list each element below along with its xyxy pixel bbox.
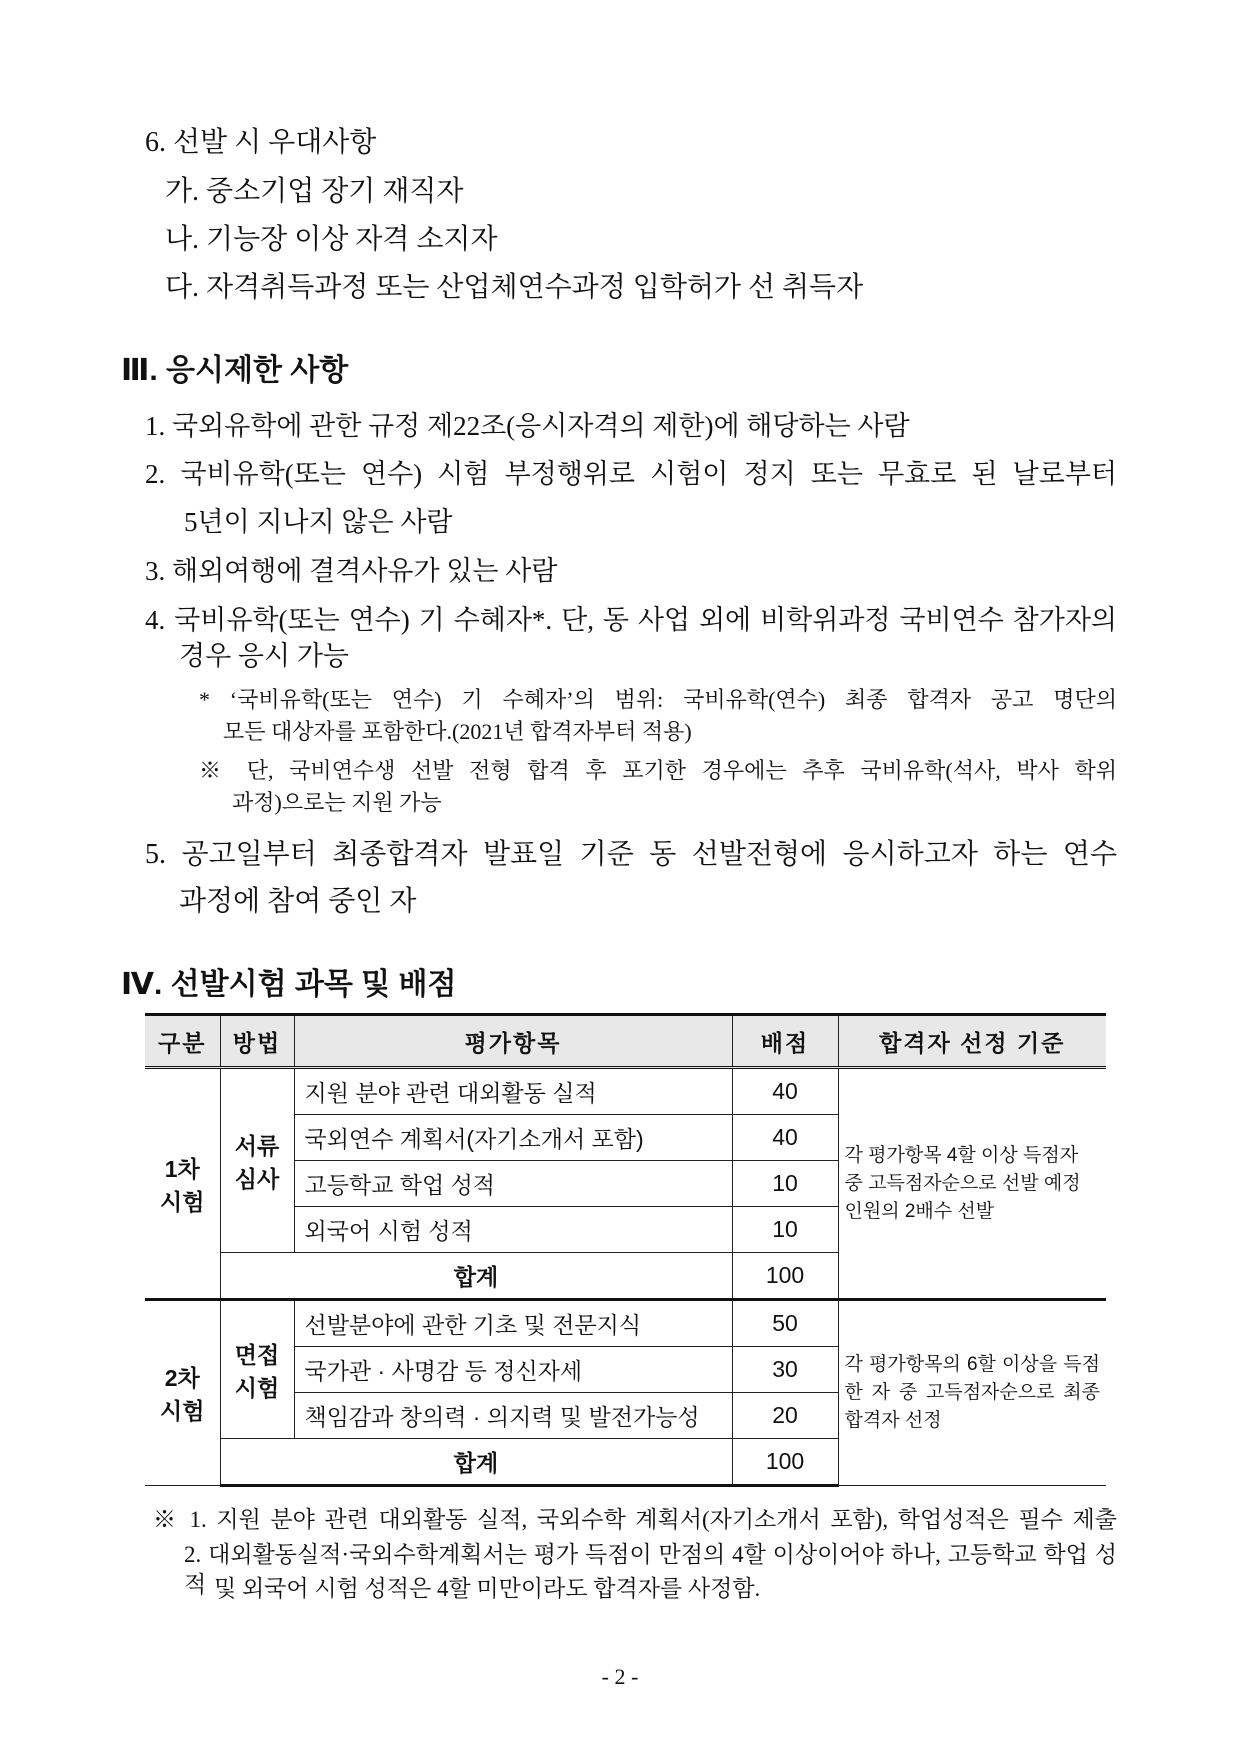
footnote-star: * ‘국비유학(또는 연수) 기 수혜자’의 범위: 국비유학(연수) 최종 합격자 공고 명단의 (199, 687, 1117, 712)
footnote-reference-cont: 과정)으로는 지원 가능 (232, 790, 442, 815)
table-note-cont: 및 외국어 시험 성적은 4할 미만이라도 합격자를 사정함. (214, 1576, 761, 1601)
section6-item: 나. 기능장 이상 자격 소지자 (165, 224, 498, 255)
restriction-item: 2. 국비유학(또는 연수) 시험 부정행위로 시험이 정지 또는 무효로 된 날로부터 (145, 459, 1117, 489)
restriction-item: 1. 국외유학에 관한 규정 제22조(응시자격의 제한)에 해당하는 사람 (145, 411, 910, 441)
table-row (145, 1068, 1106, 1115)
eval-score: 40 (732, 1068, 838, 1115)
stage2-label: 2차 시험 (145, 1300, 220, 1486)
stage2-method: 면접 시험 (220, 1300, 294, 1439)
header-method: 방법 (220, 1015, 294, 1068)
eval-item: 고등학교 학업 성적 (294, 1161, 732, 1207)
total-score: 100 (732, 1439, 838, 1486)
eval-item: 국가관 · 사명감 등 정신자세 (294, 1347, 732, 1393)
eval-item: 국외연수 계획서(자기소개서 포함) (294, 1115, 732, 1161)
restriction-item-cont: 경우 응시 가능 (179, 641, 349, 671)
section6-item: 다. 자격취득과정 또는 산업체연수과정 입학허가 선 취득자 (165, 272, 864, 303)
eval-item: 선발분야에 관한 기초 및 전문지식 (294, 1300, 732, 1347)
table-row (145, 1300, 1106, 1347)
stage1-method: 서류 심사 (220, 1068, 294, 1253)
score-table (145, 1013, 1106, 1487)
eval-score: 40 (732, 1115, 838, 1161)
header-score: 배점 (732, 1015, 838, 1068)
footnote-star-cont: 모든 대상자를 포함한다.(2021년 합격자부터 적용) (223, 719, 692, 744)
total-label: 합계 (220, 1253, 732, 1300)
page-number: - 2 - (601, 1664, 639, 1689)
restriction-item: 4. 국비유학(또는 연수) 기 수혜자*. 단, 동 사업 외에 비학위과정 국비연수 참가자의 (145, 605, 1117, 635)
total-label: 합계 (220, 1439, 732, 1486)
eval-score: 10 (732, 1207, 838, 1253)
stage2-criteria: 각 평가항목의 6할 이상을 득점한 자 중 고득점자순으로 최종 합격자 선정 (838, 1300, 1106, 1486)
footnote-reference: ※ 단, 국비연수생 선발 전형 합격 후 포기한 경우에는 추후 국비유학(석사, 박사 학위 (199, 758, 1117, 783)
section3-title: Ⅲ. 응시제한 사항 (121, 354, 349, 387)
restriction-item-cont: 과정에 참여 중인 자 (179, 886, 417, 917)
section6-item: 가. 중소기업 장기 재직자 (165, 176, 464, 207)
header-criteria: 합격자 선정 기준 (838, 1015, 1106, 1068)
section4-title: Ⅳ. 선발시험 과목 및 배점 (121, 968, 457, 1001)
eval-score: 10 (732, 1161, 838, 1207)
restriction-item-cont: 5년이 지나지 않은 사람 (184, 507, 453, 537)
eval-score: 30 (732, 1347, 838, 1393)
eval-item: 책임감과 창의력 · 의지력 및 발전가능성 (294, 1393, 732, 1439)
eval-score: 50 (732, 1300, 838, 1347)
table-note: ※ 1. 지원 분야 관련 대외활동 실적, 국외수학 계획서(자기소개서 포함), 학업성적은 필수 제출 (153, 1507, 1117, 1532)
eval-score: 20 (732, 1393, 838, 1439)
stage1-label: 1차 시험 (145, 1068, 220, 1300)
header-category: 구분 (145, 1015, 220, 1068)
eval-item: 지원 분야 관련 대외활동 실적 (294, 1068, 732, 1115)
eval-item: 외국어 시험 성적 (294, 1207, 732, 1253)
table-note: 2. 대외활동실적·국외수학계획서는 평가 득점이 만점의 4할 이상이어야 하나, 고등학교 학업 성적 (184, 1542, 1117, 1597)
header-item: 평가항목 (294, 1015, 732, 1068)
table-header-row (145, 1015, 1106, 1068)
total-score: 100 (732, 1253, 838, 1300)
stage1-criteria: 각 평가항목 4할 이상 득점자 중 고득점자순으로 선발 예정 인원의 2배수 선발 (838, 1068, 1106, 1300)
section6-title: 6. 선발 시 우대사항 (145, 127, 377, 158)
restriction-item: 5. 공고일부터 최종합격자 발표일 기준 동 선발전형에 응시하고자 하는 연수 (145, 839, 1117, 870)
restriction-item: 3. 해외여행에 결격사유가 있는 사람 (145, 556, 558, 586)
